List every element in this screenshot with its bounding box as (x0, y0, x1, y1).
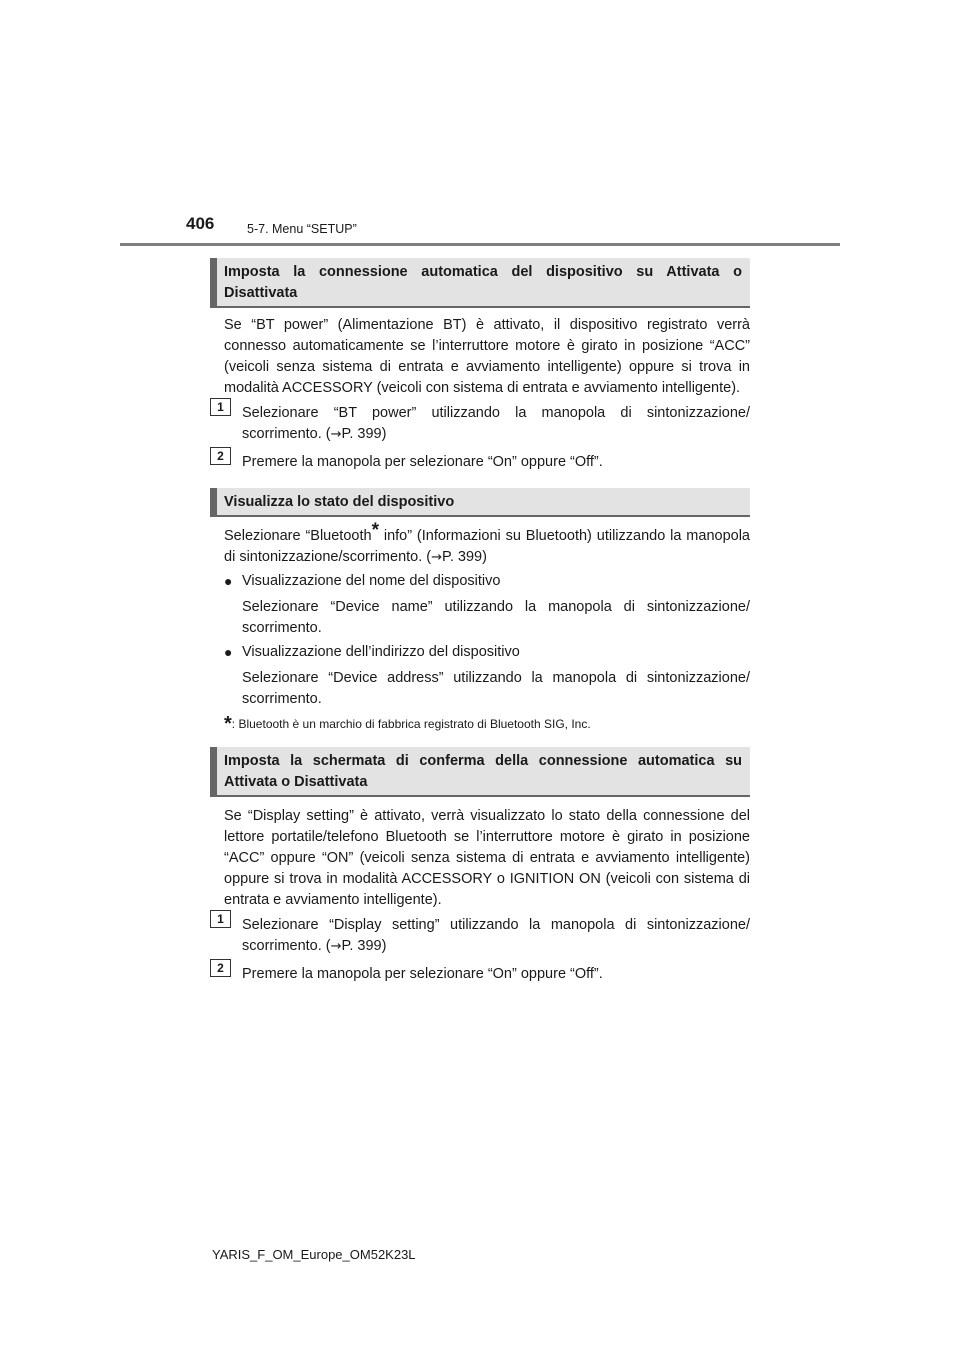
step-number-badge: 1 (210, 398, 231, 416)
document-code: YARIS_F_OM_Europe_OM52K23L (212, 1247, 416, 1262)
bullet-dot-icon: ● (224, 573, 233, 589)
section-heading-display-setting: Imposta la schermata di conferma della connessione automatica su Attivata o Disattivata (210, 747, 750, 795)
bt-power-step-2 (217, 449, 750, 473)
footnote (224, 715, 750, 733)
section-heading-bt-power: Imposta la connessione automatica del dispositivo su Attivata o Disattivata (210, 258, 750, 306)
page-reference-link[interactable]: P. 399) (341, 426, 387, 442)
intro-text: Selezionare “Bluetooth (224, 528, 372, 544)
page-number: 406 (186, 214, 215, 233)
footnote-text: : Bluetooth è un marchio di fabbrica registrato di Bluetooth SIG, Inc. (231, 717, 591, 731)
section-title: 5-7. Menu “SETUP” (247, 222, 357, 236)
section-heading-device-status: Visualizza lo stato del dispositivo (210, 488, 750, 515)
step-text: Selezionare “Display setting” utilizzando la manopola di sintonizzazione/ scorrimento. ( (242, 917, 750, 954)
arrow-icon: → (431, 550, 443, 565)
step-text: Premere la manopola per selezionare “On” oppure “Off”. (242, 454, 603, 470)
step-text: Premere la manopola per selezionare “On” oppure “Off”. (242, 966, 603, 982)
arrow-icon: → (330, 427, 342, 442)
bullet-title: Visualizzazione del nome del dispositivo (242, 573, 501, 589)
page-content (210, 258, 750, 985)
bullet-device-name-body: Selezionare “Device name” utilizzando la manopola di sintonizzazione/ scorrimento. (242, 599, 750, 636)
intro-text: info” (Informazioni su Bluetooth) utilizzando la manopola di sintonizzazione/scorrimento. ( (224, 528, 750, 565)
bt-power-intro: Se “BT power” (Alimentazione BT) è attivato, il dispositivo registrato verrà connesso automaticamente se l’interruttore motore è girato in posizione “ACC” (veicoli senza sistema di entrata e avviamento intelligente) oppure si trova in modalità ACCESSORY (veicoli con sistema di entrata e avviamento intelligente). (224, 317, 750, 396)
bullet-device-name (224, 571, 750, 592)
bullet-title: Visualizzazione dell’indirizzo del dispositivo (242, 644, 520, 660)
bullet-dot-icon: ● (224, 644, 233, 660)
page-reference-link[interactable]: P. 399) (442, 549, 487, 565)
footnote-star-icon: * (371, 520, 379, 541)
step-text: Selezionare “BT power” utilizzando la manopola di sintonizzazione/ scorrimento. ( (242, 405, 750, 442)
bt-power-step-1 (217, 400, 750, 445)
page-reference-link[interactable]: P. 399) (341, 938, 387, 954)
device-status-intro (224, 520, 750, 568)
display-setting-intro: Se “Display setting” è attivato, verrà visualizzato lo stato della connessione del lettore portatile/telefono Bluetooth se l’interruttore motore è girato in posizione “ACC” oppure “ON” (veicoli senza sistema di entrata e avviamento intelligente) oppure si trova in modalità ACCESSORY o IGNITION ON (veicoli con sistema di entrata e avviamento intelligente). (224, 808, 750, 908)
display-setting-step-2 (217, 961, 750, 985)
step-number-badge: 2 (210, 447, 231, 465)
footnote-star-icon: * (224, 713, 232, 735)
bullet-device-address-body: Selezionare “Device address” utilizzando la manopola di sintonizzazione/ scorrimento. (242, 670, 750, 707)
step-number-badge: 2 (210, 959, 231, 977)
arrow-icon: → (330, 939, 342, 954)
header-rule (120, 243, 840, 246)
step-number-badge: 1 (210, 910, 231, 928)
bullet-device-address (224, 642, 750, 663)
display-setting-step-1 (217, 912, 750, 957)
